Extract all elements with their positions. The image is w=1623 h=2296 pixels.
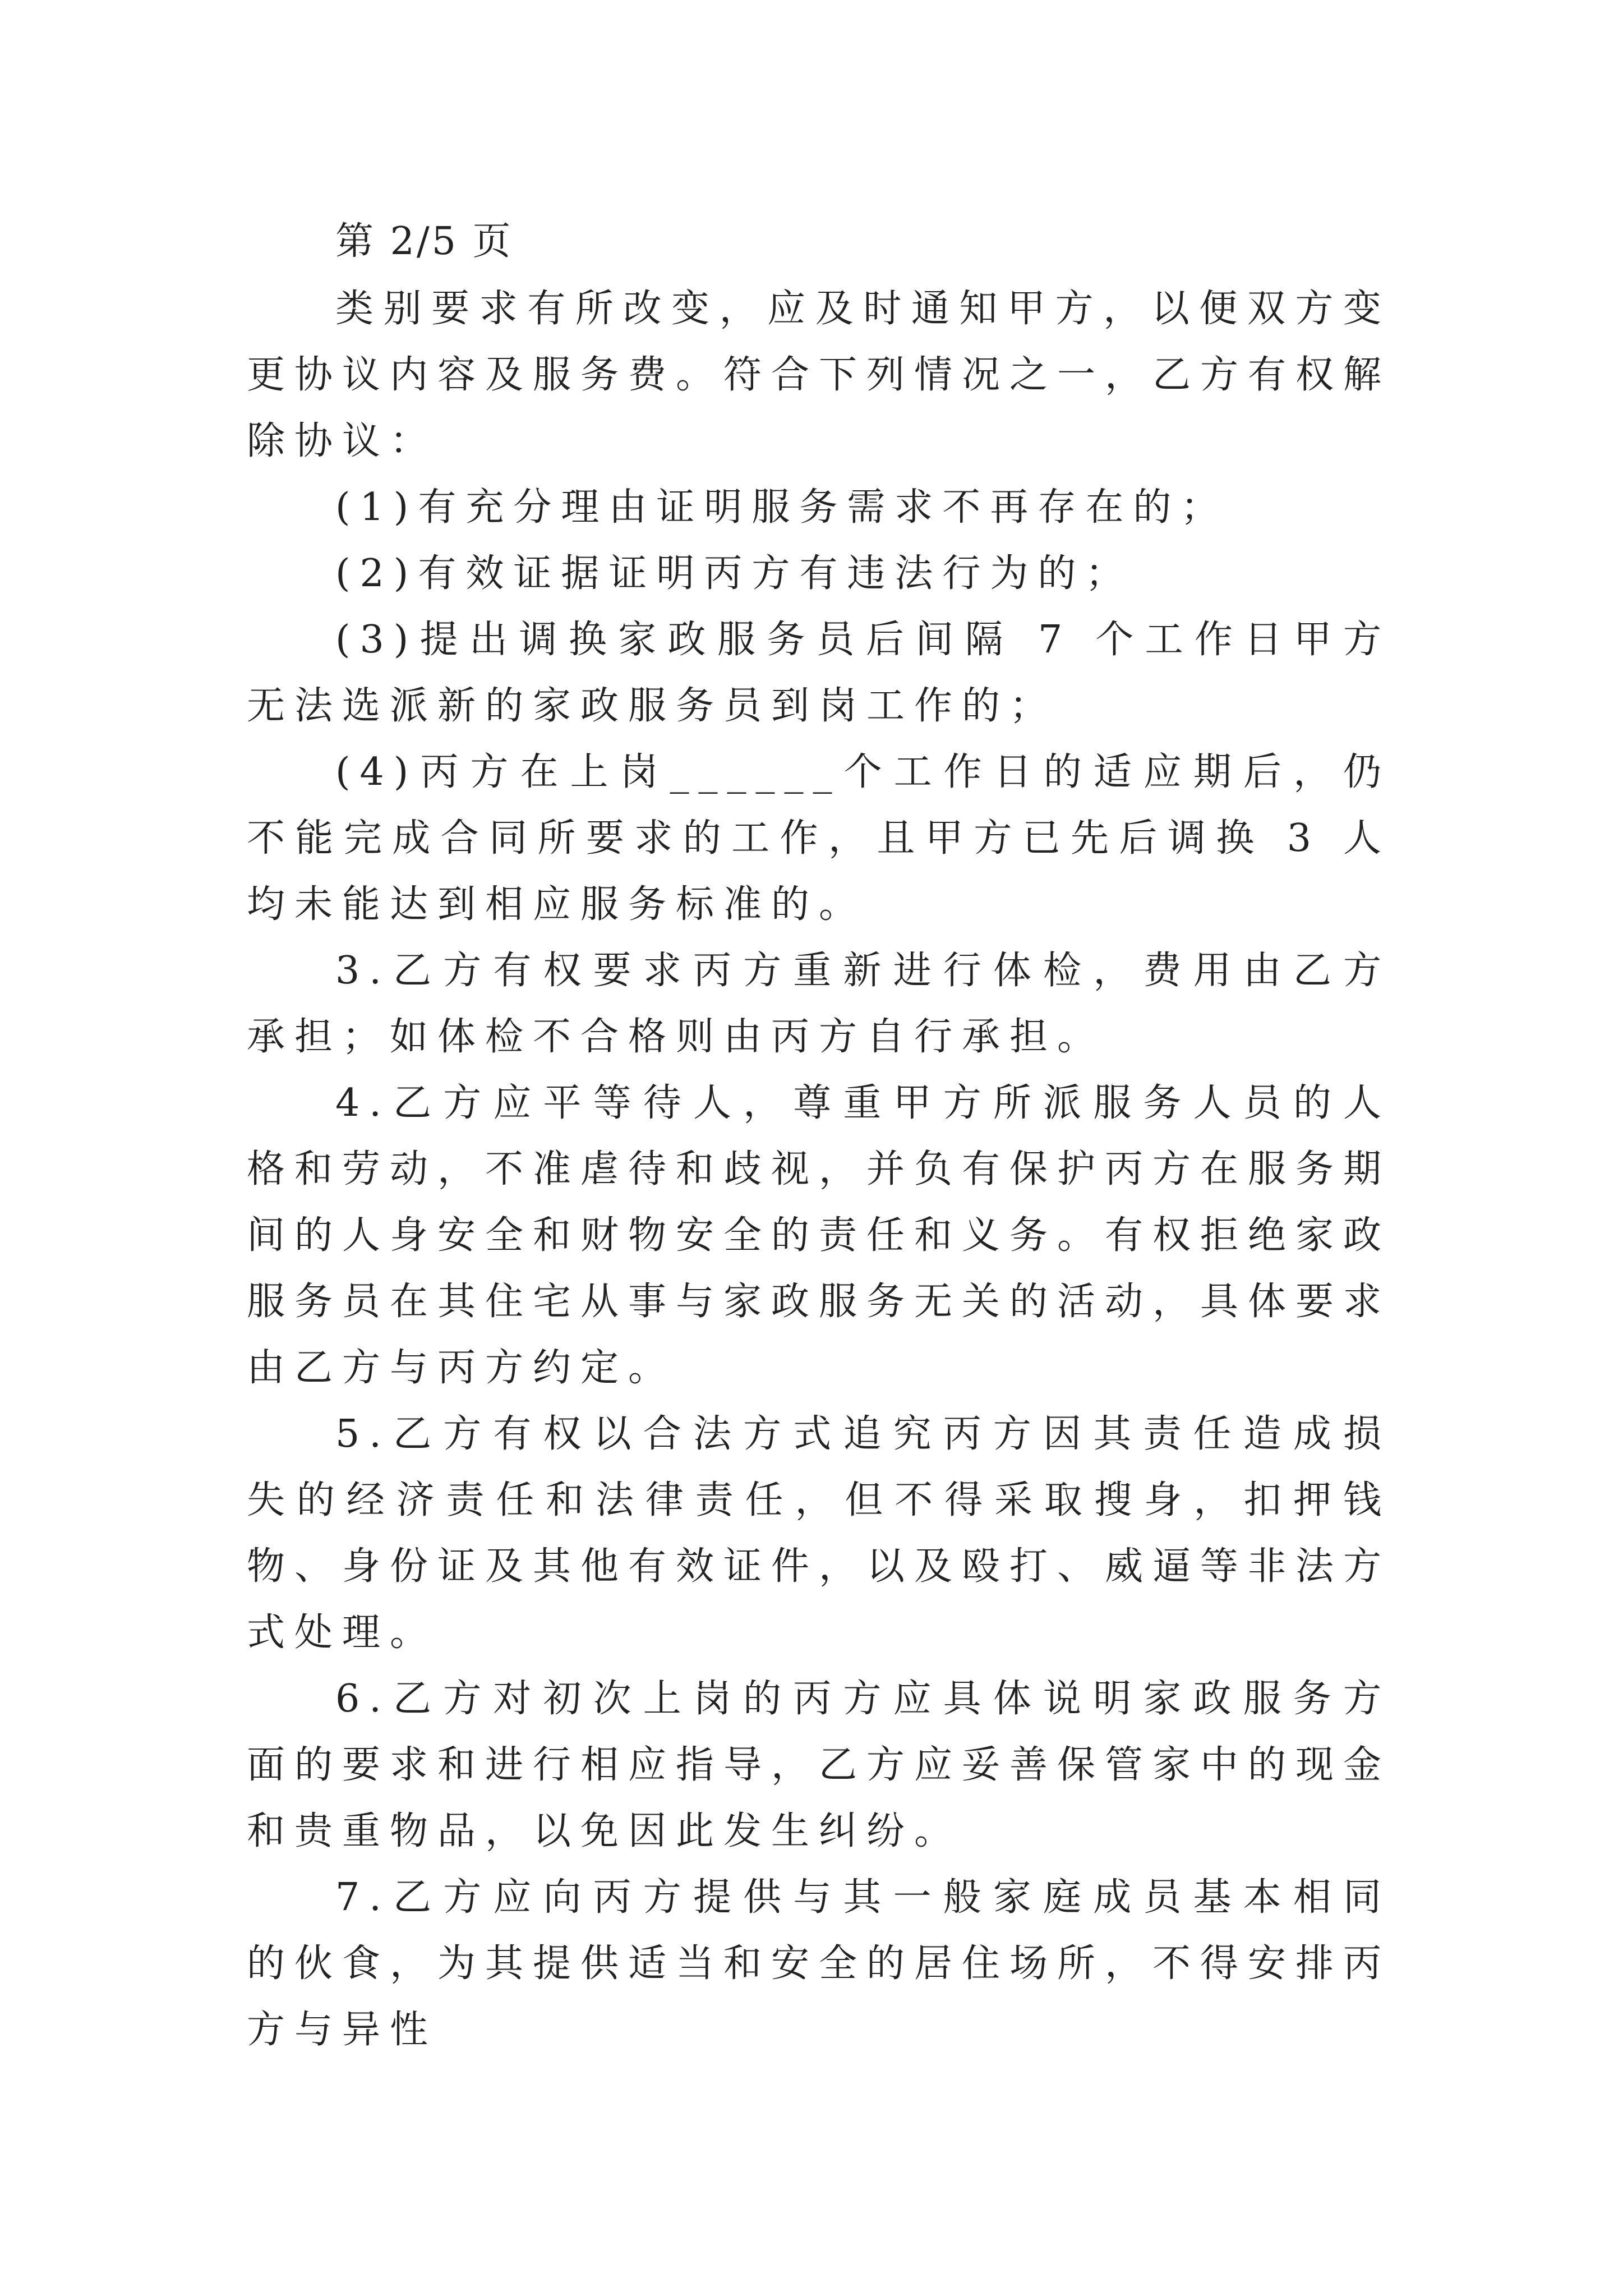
- paragraph-clause-3: 3.乙方有权要求丙方重新进行体检，费用由乙方承担；如体检不合格则由丙方自行承担。: [247, 949, 1391, 1059]
- paragraph-clause-4: 4.乙方应平等待人，尊重甲方所派服务人员的人格和劳动，不准虐待和歧视，并负有保护丙方在服务期间的人身安全和财物安全的责任和义务。有权拒绝家政服务员在其住宅从事与家政服务无关的活动，具体要求由乙方与丙方约定。: [247, 1081, 1391, 1390]
- paragraph-condition-1: (1)有充分理由证明服务需求不再存在的；: [335, 485, 1229, 530]
- document-body: [247, 209, 1391, 2063]
- paragraph-condition-4: (4)丙方在上岗______个工作日的适应期后，仍不能完成合同所要求的工作，且甲方已先后调换 3 人均未能达到相应服务标准的。: [247, 750, 1391, 927]
- paragraph-termination-conditions: 类别要求有所改变，应及时通知甲方，以便双方变更协议内容及服务费。符合下列情况之一，乙方有权解除协议：: [247, 287, 1391, 463]
- paragraph-condition-2: (2)有效证据证明丙方有违法行为的；: [335, 551, 1133, 596]
- page-number: 第 2/5 页: [335, 219, 513, 264]
- paragraph-condition-3: (3)提出调换家政服务员后间隔 7 个工作日甲方无法选派新的家政服务员到岗工作的；: [247, 618, 1391, 728]
- paragraph-clause-5: 5.乙方有权以合法方式追究丙方因其责任造成损失的经济责任和法律责任，但不得采取搜身，扣押钱物、身份证及其他有效证件，以及殴打、威逼等非法方式处理。: [247, 1412, 1391, 1655]
- paragraph-clause-7: 7.乙方应向丙方提供与其一般家庭成员基本相同的伙食，为其提供适当和安全的居住场所，不得安排丙方与异性: [247, 1875, 1391, 2052]
- paragraph-clause-6: 6.乙方对初次上岗的丙方应具体说明家政服务方面的要求和进行相应指导，乙方应妥善保管家中的现金和贵重物品，以免因此发生纠纷。: [247, 1677, 1391, 1853]
